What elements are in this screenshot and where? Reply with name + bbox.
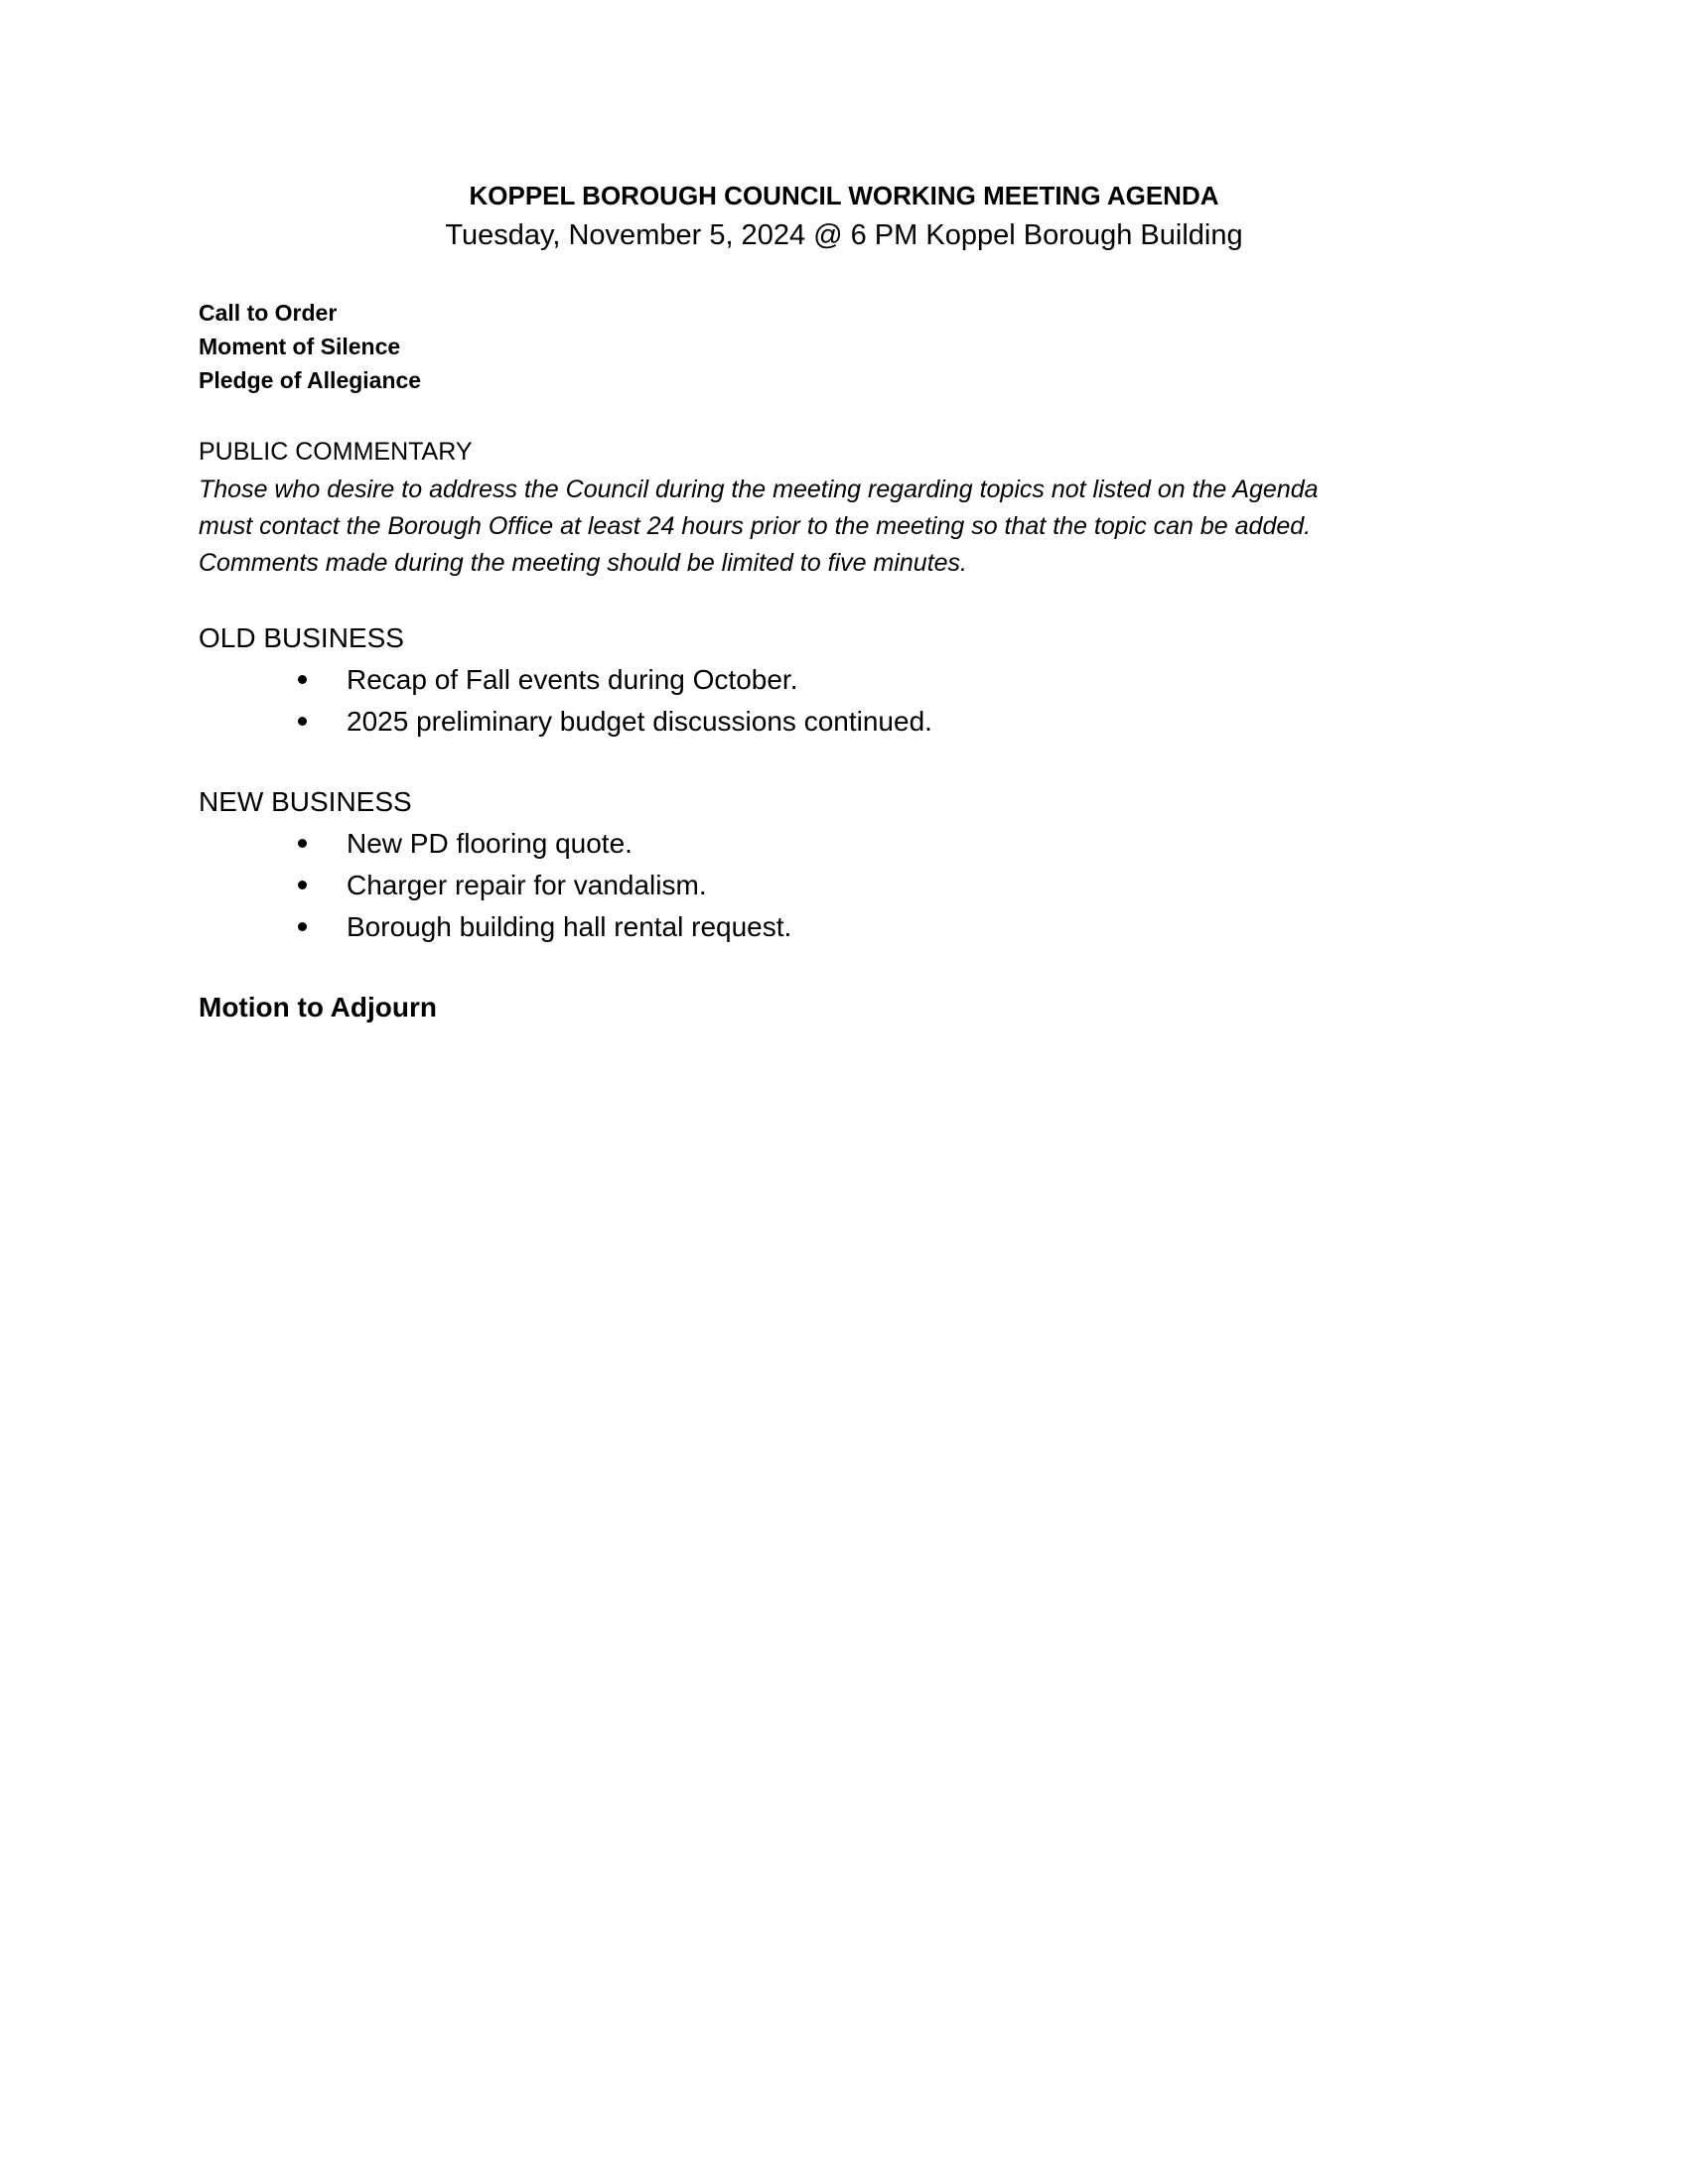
list-item xyxy=(298,701,932,743)
pledge-of-allegiance: Pledge of Allegiance xyxy=(199,367,422,393)
old-business-heading: OLD BUSINESS xyxy=(199,622,404,653)
list-item xyxy=(298,906,791,948)
public-commentary-line: must contact the Borough Office at least 24 hours prior to the meeting so that the topic can be added. xyxy=(199,512,1312,540)
public-commentary-heading: PUBLIC COMMENTARY xyxy=(199,438,473,466)
list-item xyxy=(298,823,791,865)
opening-items xyxy=(199,296,421,397)
public-commentary-note xyxy=(199,472,1489,582)
list-item-text: New PD flooring quote. xyxy=(347,828,633,859)
list-item-text: 2025 preliminary budget discussions continued. xyxy=(347,706,932,737)
list-item-text: Charger repair for vandalism. xyxy=(347,870,707,900)
call-to-order: Call to Order xyxy=(199,300,338,326)
meeting-date-location: Tuesday, November 5, 2024 @ 6 PM Koppel Borough Building xyxy=(445,219,1243,251)
page-title: KOPPEL BOROUGH COUNCIL WORKING MEETING AGENDA xyxy=(469,181,1219,210)
bullet-icon xyxy=(298,839,307,848)
new-business-heading: NEW BUSINESS xyxy=(199,786,412,817)
moment-of-silence: Moment of Silence xyxy=(199,334,401,359)
new-business-list xyxy=(298,823,791,948)
bullet-icon xyxy=(298,675,307,684)
bullet-icon xyxy=(298,717,307,726)
public-commentary-line: Comments made during the meeting should be limited to five minutes. xyxy=(199,549,967,577)
list-item-text: Recap of Fall events during October. xyxy=(347,664,798,695)
old-business-list xyxy=(298,659,932,743)
bullet-icon xyxy=(298,881,307,889)
list-item xyxy=(298,659,932,701)
list-item xyxy=(298,865,791,906)
bullet-icon xyxy=(298,922,307,931)
list-item-text: Borough building hall rental request. xyxy=(347,911,792,942)
public-commentary-line: Those who desire to address the Council during the meeting regarding topics not listed on the Agenda xyxy=(199,476,1319,503)
motion-to-adjourn: Motion to Adjourn xyxy=(199,992,437,1023)
